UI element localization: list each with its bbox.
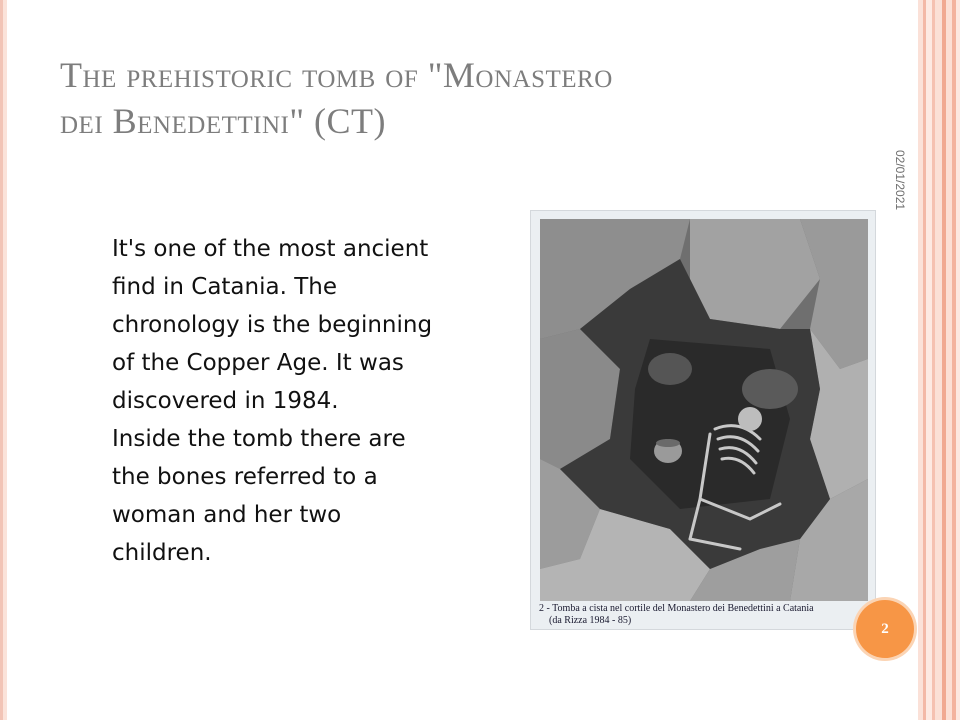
- slide-number-badge: [856, 600, 914, 658]
- caption-line-2: (da Rizza 1984 - 85): [549, 615, 632, 626]
- photo-caption: [539, 603, 869, 627]
- body-line: It's one of the most ancient: [112, 236, 429, 262]
- left-border-decoration: [0, 0, 7, 720]
- slide-title: [60, 52, 880, 144]
- tomb-photo: [530, 210, 876, 630]
- title-line-1: The prehistoric tomb of "Monastero: [60, 55, 613, 95]
- body-line: woman and her two: [112, 502, 342, 528]
- slide-number: 2: [881, 620, 889, 637]
- body-line: children.: [112, 540, 212, 566]
- body-line: Inside the tomb there are: [112, 426, 406, 452]
- body-line: the bones referred to a: [112, 464, 378, 490]
- body-line: of the Copper Age. It was: [112, 350, 404, 376]
- body-line: discovered in 1984.: [112, 388, 339, 414]
- slide-date: 02/01/2021: [893, 150, 907, 211]
- right-stripe-decoration: [918, 0, 960, 720]
- tomb-photo-image: [540, 219, 868, 601]
- body-line: find in Catania. The: [112, 274, 337, 300]
- title-line-2: dei Benedettini" (CT): [60, 101, 387, 141]
- body-text: [112, 230, 512, 572]
- body-line: chronology is the beginning: [112, 312, 433, 338]
- caption-line-1: 2 - Tomba a cista nel cortile del Monastero dei Benedettini a Catania: [539, 603, 814, 614]
